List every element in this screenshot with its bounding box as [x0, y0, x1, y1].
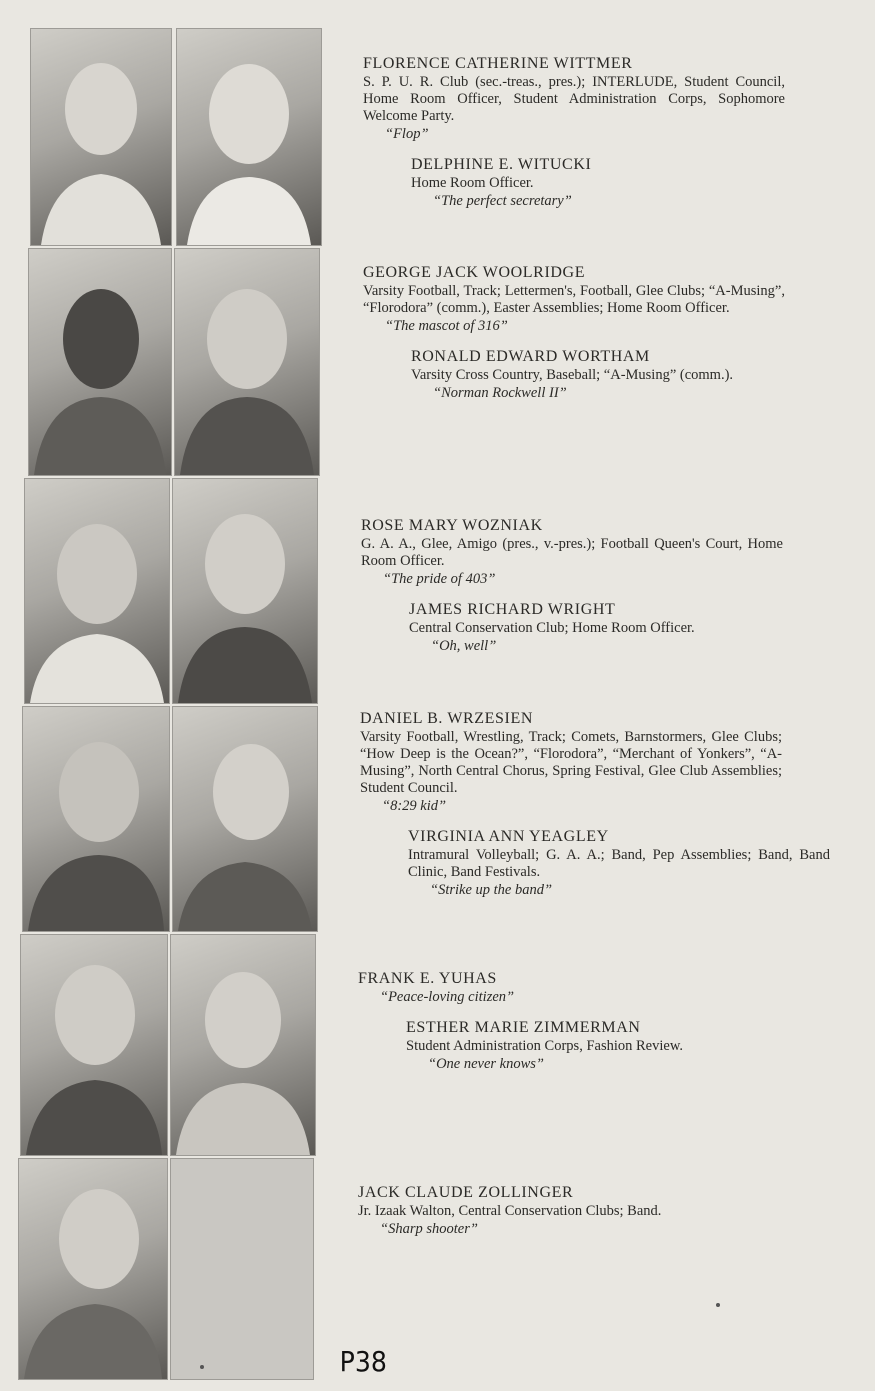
- student-quote: “The perfect secretary”: [433, 193, 572, 209]
- student-activities: Student Administration Corps, Fashion Review.: [406, 1038, 683, 1054]
- student-quote: “The pride of 403”: [383, 571, 496, 587]
- entry-zimmerman: [406, 1019, 806, 1073]
- student-name: FLORENCE CATHERINE WITTMER: [363, 55, 633, 72]
- student-name: VIRGINIA ANN YEAGLEY: [408, 828, 609, 845]
- student-name: RONALD EDWARD WORTHAM: [411, 348, 650, 365]
- student-quote: “Flop”: [385, 126, 429, 142]
- page-number: P38: [339, 1345, 387, 1378]
- speck: [200, 1365, 204, 1369]
- speck: [716, 1303, 720, 1307]
- portrait-yeagley: [172, 706, 318, 932]
- blank-photo-slot: [170, 1158, 314, 1380]
- student-name: DELPHINE E. WITUCKI: [411, 156, 592, 173]
- portrait-zimmerman: [170, 934, 316, 1156]
- student-activities: Home Room Officer.: [411, 175, 534, 191]
- entry-woolridge: [363, 264, 785, 402]
- student-activities: Varsity Football, Wrestling, Track; Comets, Barnstormers, Glee Clubs; “How Deep is the Ocean?”, “Florodora”, “Merchant of Yonkers”, “A-Musing”, North Central Chorus, Spring Festival, Glee Club Assemblies; Student Council.: [360, 729, 782, 796]
- student-activities: S. P. U. R. Club (sec.-treas., pres.); INTERLUDE, Student Council, Home Room Officer, Student Administration Corps, Sophomore Welcome Party.: [363, 74, 785, 124]
- student-quote: “The mascot of 316”: [385, 318, 508, 334]
- student-quote: “8:29 kid”: [382, 798, 447, 814]
- student-activities: Varsity Football, Track; Lettermen's, Football, Glee Clubs; “A-Musing”, “Florodora” (comm.), Easter Assemblies; Home Room Officer.: [363, 283, 785, 316]
- student-activities: Central Conservation Club; Home Room Officer.: [409, 620, 695, 636]
- entry-wright: [409, 601, 833, 655]
- student-activities: Varsity Cross Country, Baseball; “A-Musing” (comm.).: [411, 367, 734, 383]
- portrait-wozniak: [24, 478, 170, 704]
- portrait-wortham: [174, 248, 320, 476]
- portrait-zollinger: [18, 1158, 168, 1380]
- entry-zollinger: [358, 1184, 798, 1238]
- student-activities: Jr. Izaak Walton, Central Conservation Clubs; Band.: [358, 1203, 662, 1219]
- portrait-wrzesien: [22, 706, 170, 932]
- entry-wortham: [411, 348, 833, 402]
- student-quote: “Oh, well”: [431, 638, 497, 654]
- student-name: ESTHER MARIE ZIMMERMAN: [406, 1019, 641, 1036]
- student-quote: “Norman Rockwell II”: [433, 385, 567, 401]
- entry-wrzesien: [360, 710, 830, 899]
- student-name: JACK CLAUDE ZOLLINGER: [358, 1184, 574, 1201]
- entry-yuhas: [358, 970, 780, 1073]
- portrait-wright: [172, 478, 318, 704]
- student-quote: “Sharp shooter”: [380, 1221, 478, 1237]
- entry-witucki: [411, 156, 785, 210]
- entry-yeagley: [408, 828, 830, 899]
- student-name: FRANK E. YUHAS: [358, 970, 497, 987]
- student-activities: Intramural Volleyball; G. A. A.; Band, Pep Assemblies; Band, Band Clinic, Band Festivals.: [408, 847, 830, 880]
- student-name: JAMES RICHARD WRIGHT: [409, 601, 616, 618]
- portrait-wittmer: [30, 28, 172, 246]
- portrait-yuhas: [20, 934, 168, 1156]
- student-name: GEORGE JACK WOOLRIDGE: [363, 264, 586, 281]
- student-activities: G. A. A., Glee, Amigo (pres., v.-pres.); Football Queen's Court, Home Room Officer.: [361, 536, 783, 569]
- entry-wittmer: [363, 55, 785, 210]
- student-quote: “One never knows”: [428, 1056, 544, 1072]
- student-quote: “Peace-loving citizen”: [380, 989, 515, 1005]
- student-name: DANIEL B. WRZESIEN: [360, 710, 534, 727]
- student-name: ROSE MARY WOZNIAK: [361, 517, 543, 534]
- portrait-woolridge: [28, 248, 172, 476]
- student-quote: “Strike up the band”: [430, 882, 553, 898]
- entry-wozniak: [361, 517, 783, 655]
- portrait-witucki: [176, 28, 322, 246]
